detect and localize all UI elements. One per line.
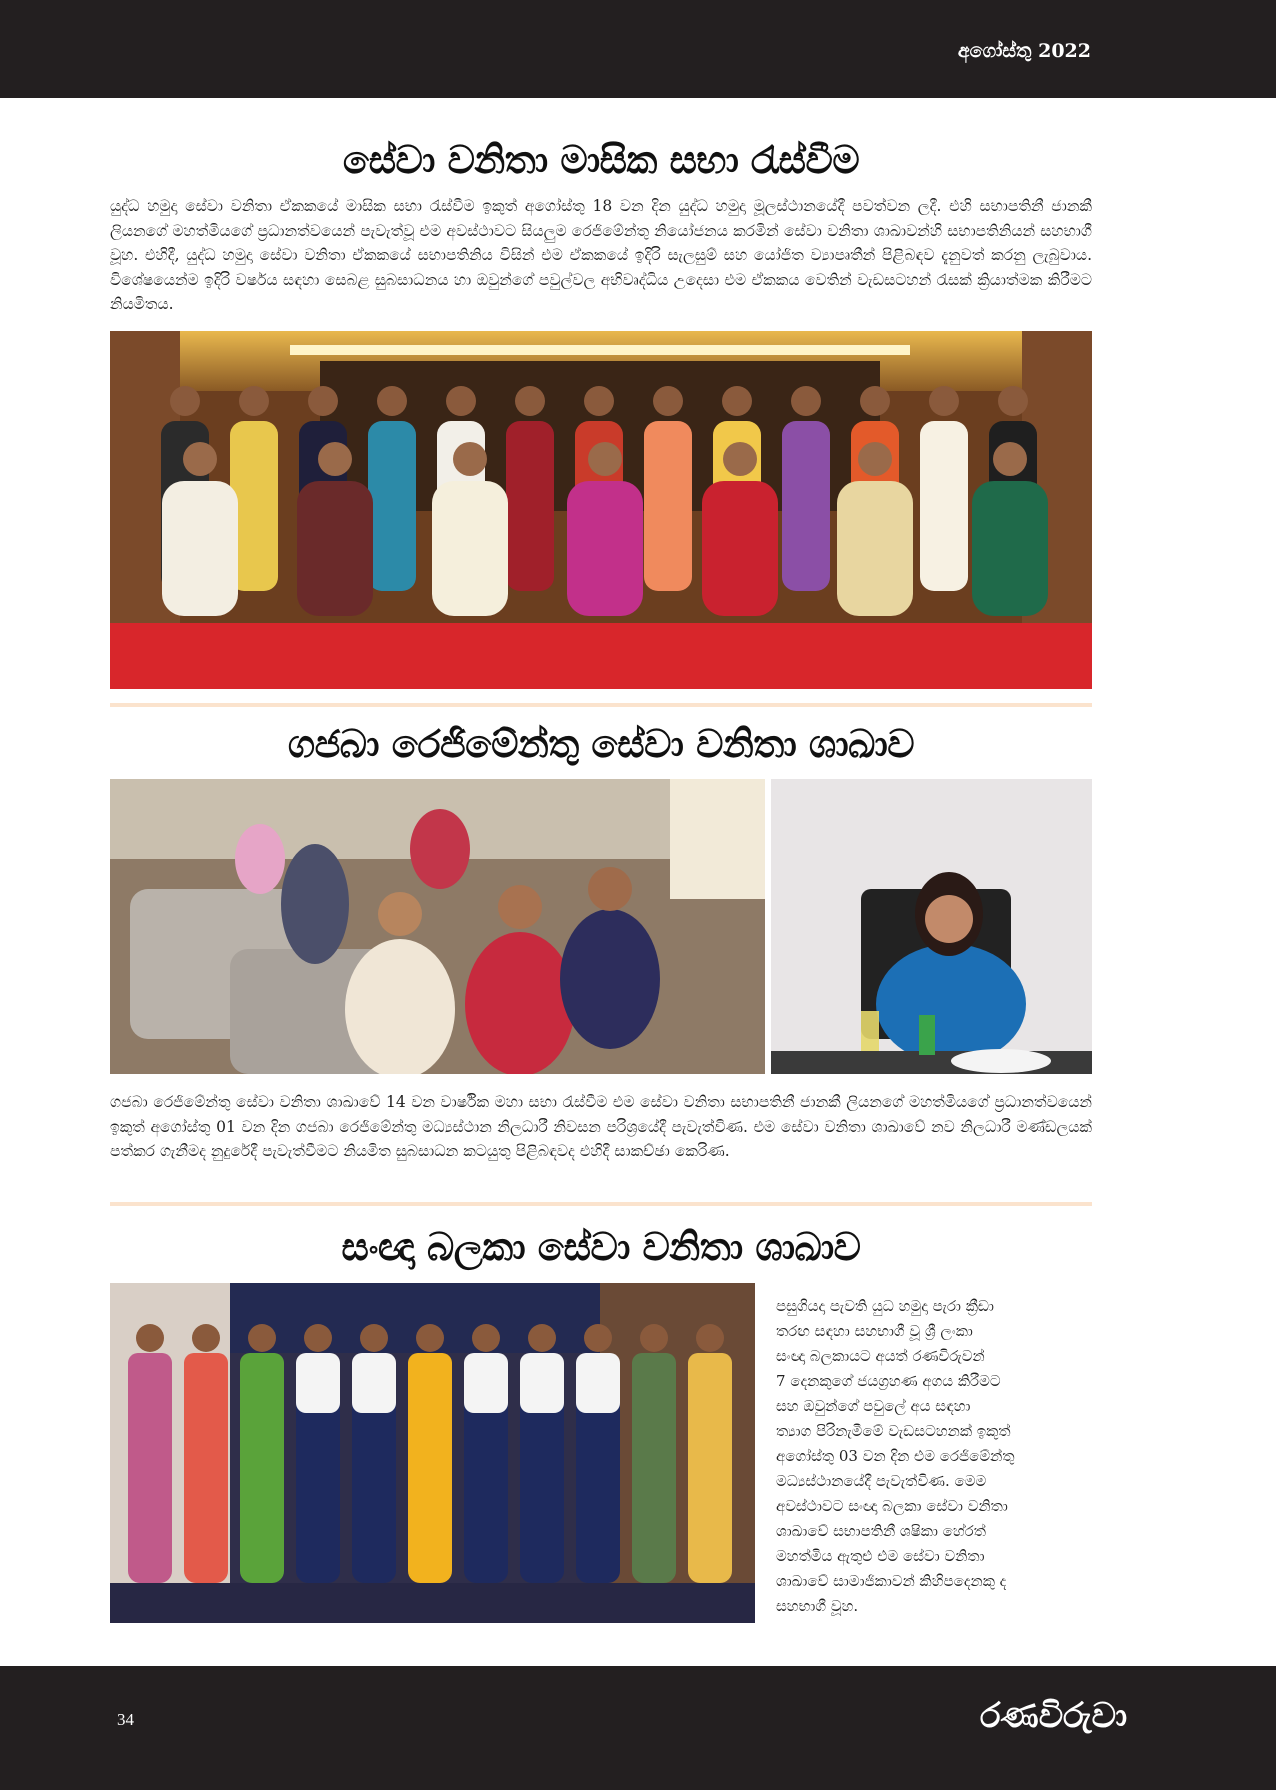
article-2-title: ගජබා රෙජිමේන්තු සේවා වනිතා ශාඛාව	[287, 722, 915, 766]
article-3-line: මහත්මිය ඇතුළු එම සේවා වනිතා	[776, 1547, 985, 1565]
article-1-title: සේවා වනිතා මාසික සභා රැස්වීම	[342, 138, 860, 182]
article-3-line: ශාඛාවේ සභාපතිනී ශෂිකා හේරත්	[776, 1522, 986, 1540]
article-3-line: මධ්‍යස්ථානයේදී පැවැත්විණ. මෙම	[776, 1472, 987, 1490]
article-3-title: සංඥා බලකා සේවා වනිතා ශාඛාව	[341, 1225, 861, 1269]
article-3-line: අවස්ථාවට සංඥා බලකා සේවා වනිතා	[776, 1497, 1008, 1515]
article-3-line: සංඥා බලකායට අයත් රණවිරුවන්	[776, 1347, 985, 1365]
magazine-logo: රණවිරුවා	[980, 1696, 1128, 1736]
section-divider	[110, 703, 1092, 707]
page-number: 34	[117, 1710, 134, 1729]
issue-date: අගෝස්තු 2022	[957, 40, 1091, 62]
article-2-body: ගජබා රෙජිමේන්තු සේවා වනිතා ශාඛාවේ 14 වන වාර්ෂික මහා සභා රැස්වීම එම සේවා වනිතා සභාපතිනී ජානකී ලියනගේ මහත්මියගේ ප්‍රධානත්වයෙන් ඉකුත් අගෝස්තු 01 වන දින ගජබා රෙජිමේන්තු මධ්‍යස්ථාන නිලධාරී නිවසන පරිශ්‍රයේදී පැවැත්විණ. එම සේවා වනිතා ශාඛාවේ නව නිලධාරී මණ්ඩලයක් පත්කර ගැනීමද නුදුරේදී පැවැත්වීමට නියමිත සුබසාධන කටයුතු පිළිබඳවද එහිදී සාකච්ඡා කෙරිණ.	[110, 1093, 1092, 1160]
article-3-line: සහභාගී වූහ.	[776, 1597, 859, 1615]
article-3-line: සහ ඔවුන්ගේ පවුලේ අය සඳහා	[776, 1397, 971, 1415]
article-1-body: යුද්ධ හමුදා සේවා වනිතා ඒකකයේ මාසික සභා රැස්වීම ඉකුත් අගෝස්තු 18 වන දින යුද්ධ හමුදා මූලස්ථානයේදී පවත්වන ලදී. එහි සභාපතිනී ජානකී ලියනගේ මහත්මියගේ ප්‍රධානත්වයෙන් පැවැත්වූ එම අවස්ථාවට සියලුම රෙජිමේන්තු නියෝජනය කරමින් සේවා වනිතා ශාඛාවන්හි සභාපතිනියන් සහභාගී වූහ. එහිදී, යුද්ධ හමුදා සේවා වනිතා ඒකකයේ සභාපතිනිය විසින් එම ඒකකයේ ඉදිරි සැලසුම් සහ යෝජිත ව්‍යාපෘතීන් පිළිබඳව දැනුවත් කරනු ලැබුවාය. විශේෂයෙන්ම ඉදිරි වර්ෂය සඳහා සෙබළ සුබසාධනය හා ඔවුන්ගේ පවුල්වල අභිවෘද්ධිය උදෙසා එම ඒකකය වෙතින් වැඩසටහන් රැසක් ක්‍රියාත්මක කිරීමට නියමිතය.	[110, 197, 1092, 313]
article-3-line: 7 දෙනකුගේ ජයග්‍රහණ අගය කිරීමට	[776, 1372, 1001, 1390]
article-3-line: තරඟ සඳහා සහභාගී වූ ශ්‍රී ලංකා	[776, 1322, 973, 1340]
chairperson-photo	[771, 779, 1092, 1074]
section-divider	[110, 1202, 1092, 1206]
article-3-line: පසුගියදා පැවති යුධ හමුදා පැරා ක්‍රීඩා	[776, 1297, 994, 1315]
group-photo-meeting	[110, 331, 1092, 689]
article-3-line: අගෝස්තු 03 වන දින එම රෙජිමේන්තු	[776, 1447, 1015, 1465]
article-3-body	[776, 1294, 1096, 1619]
article-3-line: ත්‍යාග පිරිනැමීමේ වැඩසටහනක් ඉකුත්	[776, 1422, 1011, 1440]
audience-photo	[110, 779, 765, 1074]
team-photo-signal-corps	[110, 1283, 755, 1623]
article-3-line: ශාඛාවේ සාමාජිකාවන් කිහිපදෙනකු ද	[776, 1572, 1007, 1590]
